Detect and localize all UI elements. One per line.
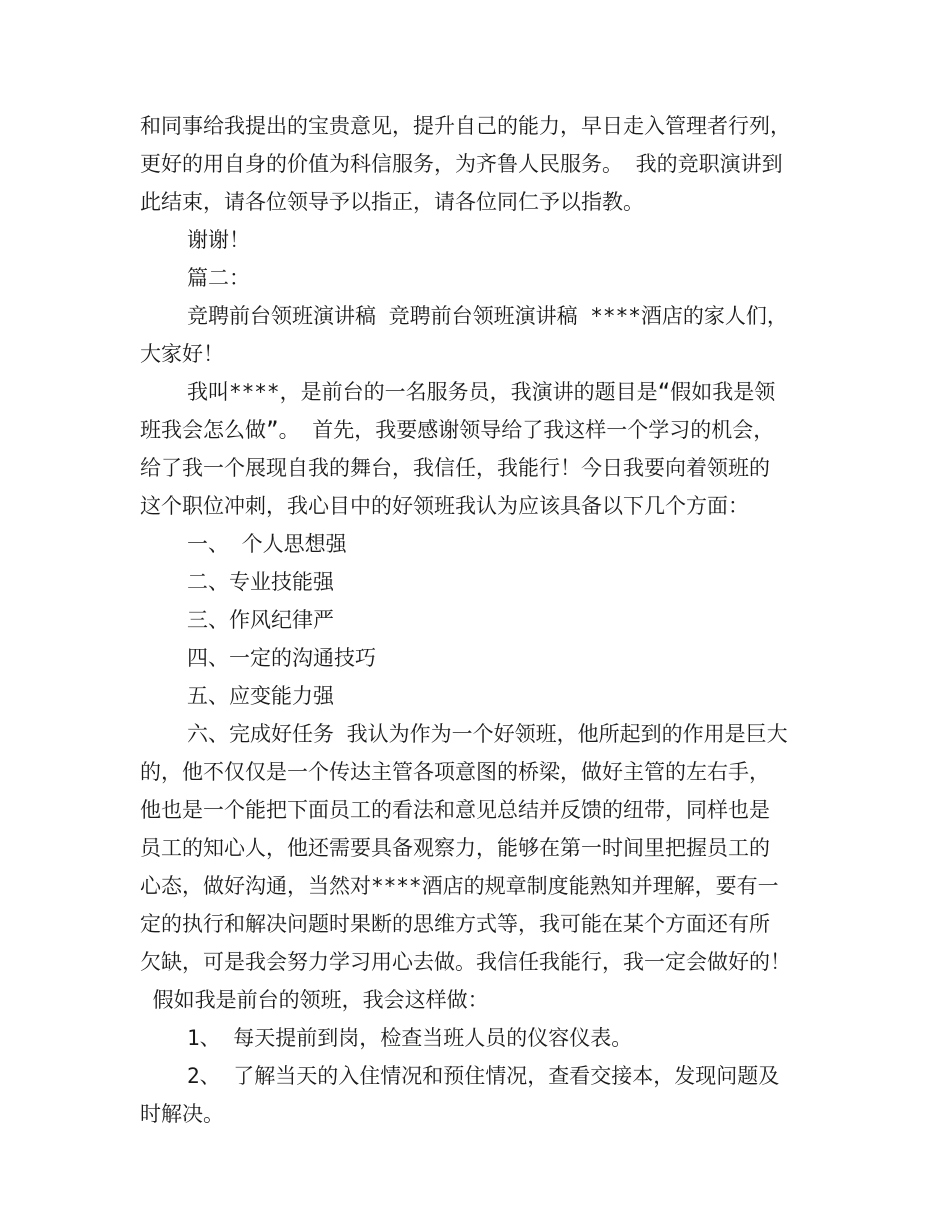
body-text-line: 时解决。 bbox=[140, 1102, 224, 1126]
body-text-line: 和同事给我提出的宝贵意见，提升自己的能力，早日走入管理者行列， bbox=[140, 114, 791, 138]
numbered-item: 2、 了解当天的入住情况和预住情况，查看交接本，发现问题及 bbox=[187, 1064, 780, 1088]
body-text-line: 我叫****，是前台的一名服务员，我演讲的题目是“假如我是领 bbox=[187, 380, 776, 404]
list-item: 二、专业技能强 bbox=[187, 570, 334, 594]
section-heading: 篇二： bbox=[187, 266, 250, 290]
body-text-line: 班我会怎么做”。 首先，我要感谢领导给了我这样一个学习的机会， bbox=[140, 418, 775, 442]
list-item: 一、 个人思想强 bbox=[187, 532, 347, 556]
body-text-line: 假如我是前台的领班，我会这样做： bbox=[140, 988, 489, 1012]
list-item: 四、一定的沟通技巧 bbox=[187, 646, 376, 670]
list-item: 五、应变能力强 bbox=[187, 684, 334, 708]
body-text-line: 给了我一个展现自我的舞台，我信任，我能行！今日我要向着领班的 bbox=[140, 456, 770, 480]
body-text-line: 的，他不仅仅是一个传达主管各项意图的桥梁，做好主管的左右手， bbox=[140, 760, 770, 784]
body-text-line: 此结束，请各位领导予以指正，请各位同仁予以指教。 bbox=[140, 190, 644, 214]
list-item: 六、完成好任务 我认为作为一个好领班，他所起到的作用是巨大 bbox=[187, 722, 788, 746]
body-text-line: 大家好！ bbox=[140, 342, 224, 366]
body-text-line: 他也是一个能把下面员工的看法和意见总结并反馈的纽带，同样也是 bbox=[140, 798, 770, 822]
body-text-line: 心态，做好沟通，当然对****酒店的规章制度能熟知并理解，要有一 bbox=[140, 874, 779, 898]
body-text-line: 这个职位冲刺，我心目中的好领班我认为应该具备以下几个方面： bbox=[140, 494, 749, 518]
list-item: 三、作风纪律严 bbox=[187, 608, 334, 632]
body-text-line: 更好的用自身的价值为科信服务，为齐鲁人民服务。 我的竞职演讲到 bbox=[140, 152, 783, 176]
thanks-line: 谢谢！ bbox=[187, 228, 250, 252]
body-text-line: 定的执行和解决问题时果断的思维方式等，我可能在某个方面还有所 bbox=[140, 912, 770, 936]
numbered-item: 1、 每天提前到岗，检查当班人员的仪容仪表。 bbox=[187, 1026, 633, 1050]
body-text-line: 欠缺，可是我会努力学习用心去做。我信任我能行，我一定会做好的！ bbox=[140, 950, 791, 974]
speech-title-line: 竞聘前台领班演讲稿 竞聘前台领班演讲稿 ****酒店的家人们， bbox=[187, 304, 788, 328]
body-text-line: 员工的知心人，他还需要具备观察力，能够在第一时间里把握员工的 bbox=[140, 836, 770, 860]
